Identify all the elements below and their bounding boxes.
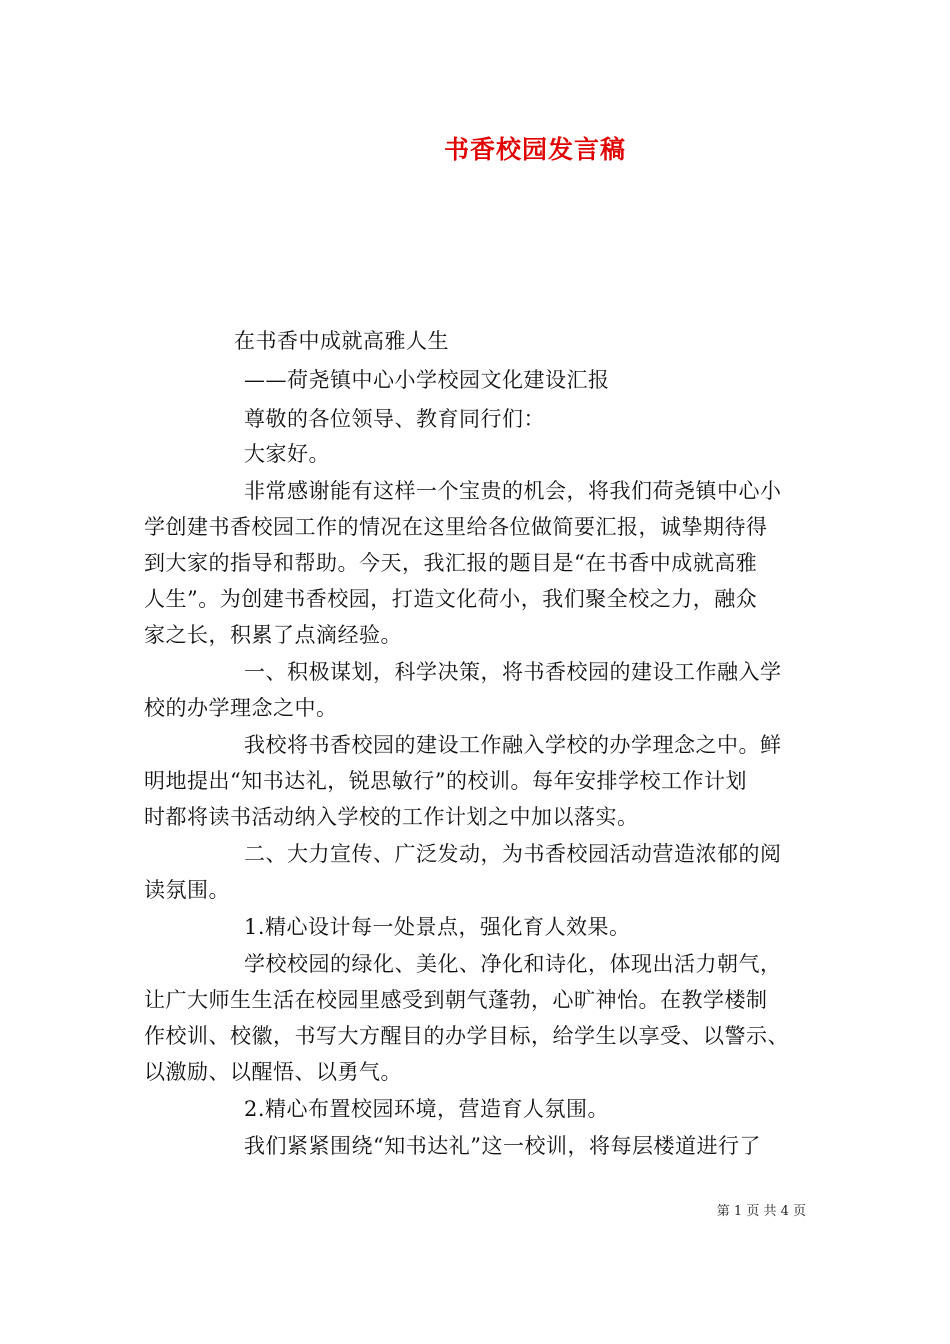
document-byline: ——荷尧镇中心小学校园文化建设汇报 bbox=[244, 368, 610, 392]
paragraph-line: 作校训、校徽，书写大方醒目的办学目标，给学生以享受、以警示、 bbox=[144, 1024, 789, 1048]
paragraph-line: 我校将书香校园的建设工作融入学校的办学理念之中。鲜 bbox=[244, 733, 782, 757]
document-subtitle: 在书香中成就高雅人生 bbox=[234, 329, 449, 353]
paragraph-line: 让广大师生生活在校园里感受到朝气蓬勃，心旷神怡。在教学楼制 bbox=[144, 988, 768, 1012]
paragraph-line: 学创建书香校园工作的情况在这里给各位做简要汇报，诚挚期待得 bbox=[144, 515, 768, 539]
paragraph-line: 以激励、以醒悟、以勇气。 bbox=[144, 1060, 402, 1084]
section-heading-line: 校的办学理念之中。 bbox=[144, 696, 338, 720]
paragraph-line: 时都将读书活动纳入学校的工作计划之中加以落实。 bbox=[144, 805, 639, 829]
section-heading-line: 读氛围。 bbox=[144, 878, 230, 902]
paragraph-line: 学校校园的绿化、美化、净化和诗化，体现出活力朝气， bbox=[244, 952, 782, 976]
subsection-heading-line: 1.精心设计每一处景点，强化育人效果。 bbox=[244, 915, 631, 939]
section-heading-line: 一、积极谋划，科学决策，将书香校园的建设工作融入学 bbox=[244, 660, 782, 684]
paragraph-line: 非常感谢能有这样一个宝贵的机会，将我们荷尧镇中心小 bbox=[244, 479, 782, 503]
greeting-line: 大家好。 bbox=[244, 442, 330, 466]
subsection-heading-line: 2.精心布置校园环境，营造育人氛围。 bbox=[244, 1097, 610, 1121]
document-title: 书香校园发言稿 bbox=[443, 135, 626, 164]
paragraph-line: 家之长，积累了点滴经验。 bbox=[144, 623, 402, 647]
page-number: 第 1 页 共 4 页 bbox=[716, 1204, 806, 1219]
paragraph-line: 人生”。为创建书香校园，打造文化荷小，我们聚全校之力，融众 bbox=[144, 587, 758, 611]
salutation-line: 尊敬的各位领导、教育同行们： bbox=[244, 407, 545, 431]
paragraph-line: 明地提出“知书达礼，锐思敏行”的校训。每年安排学校工作计划 bbox=[144, 769, 747, 793]
paragraph-line: 到大家的指导和帮助。今天，我汇报的题目是“在书香中成就高雅 bbox=[144, 551, 758, 575]
section-heading-line: 二、大力宣传、广泛发动，为书香校园活动营造浓郁的阅 bbox=[244, 842, 782, 866]
paragraph-line: 我们紧紧围绕“知书达礼”这一校训，将每层楼道进行了 bbox=[244, 1134, 761, 1158]
